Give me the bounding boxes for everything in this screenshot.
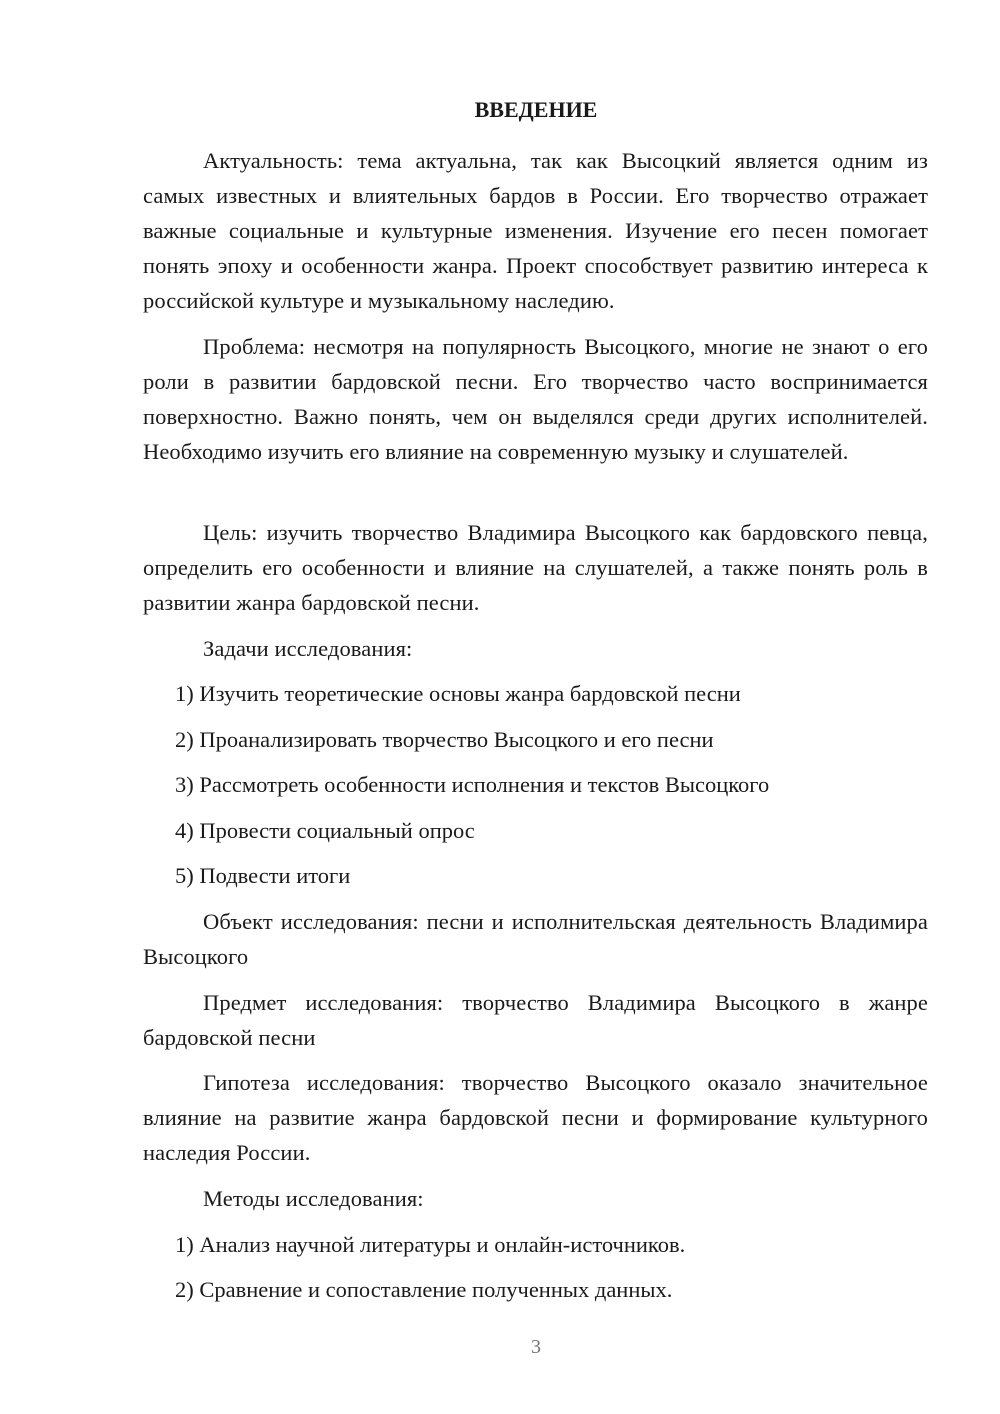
tasks-heading: Задачи исследования:	[203, 636, 413, 661]
hypothesis-paragraph: Гипотеза исследования: творчество Высоцкого оказало значительное влияние на развитие жанра бардовской песни и формирование культурного наследия России.	[143, 1070, 928, 1165]
task-item: 2) Проанализировать творчество Высоцкого и его песни	[175, 727, 714, 752]
subject-paragraph: Предмет исследования: творчество Владимира Высоцкого в жанре бардовской песни	[143, 990, 928, 1050]
section-title: ВВЕДЕНИЕ	[474, 97, 598, 122]
method-item: 1) Анализ научной литературы и онлайн-источников.	[175, 1232, 686, 1257]
method-item: 2) Сравнение и сопоставление полученных данных.	[175, 1277, 673, 1302]
problem-paragraph: Проблема: несмотря на популярность Высоцкого, многие не знают о его роли в развитии бардовской песни. Его творчество часто воспринимается поверхностно. Важно понять, чем он выделялся среди других исполнителей. Необходимо изучить его влияние на современную музыку и слушателей.	[143, 334, 928, 464]
methods-heading: Методы исследования:	[203, 1186, 424, 1211]
task-item: 5) Подвести итоги	[175, 863, 351, 888]
task-item: 4) Провести социальный опрос	[175, 818, 475, 843]
task-item: 1) Изучить теоретические основы жанра бардовской песни	[175, 681, 741, 706]
task-item: 3) Рассмотреть особенности исполнения и текстов Высоцкого	[175, 772, 770, 797]
page-number: 3	[531, 1336, 541, 1358]
goal-paragraph: Цель: изучить творчество Владимира Высоцкого как бардовского певца, определить его особенности и влияние на слушателей, а также понять роль в развитии жанра бардовской песни.	[143, 520, 928, 615]
object-paragraph: Объект исследования: песни и исполнительская деятельность Владимира Высоцкого	[143, 909, 928, 969]
actuality-paragraph: Актуальность: тема актуальна, так как Высоцкий является одним из самых известных и влиятельных бардов в России. Его творчество отражает важные социальные и культурные изменения. Изучение его песен помогает понять эпоху и особенности жанра. Проект способствует развитию интереса к российской культуре и музыкальному наследию.	[143, 148, 928, 313]
